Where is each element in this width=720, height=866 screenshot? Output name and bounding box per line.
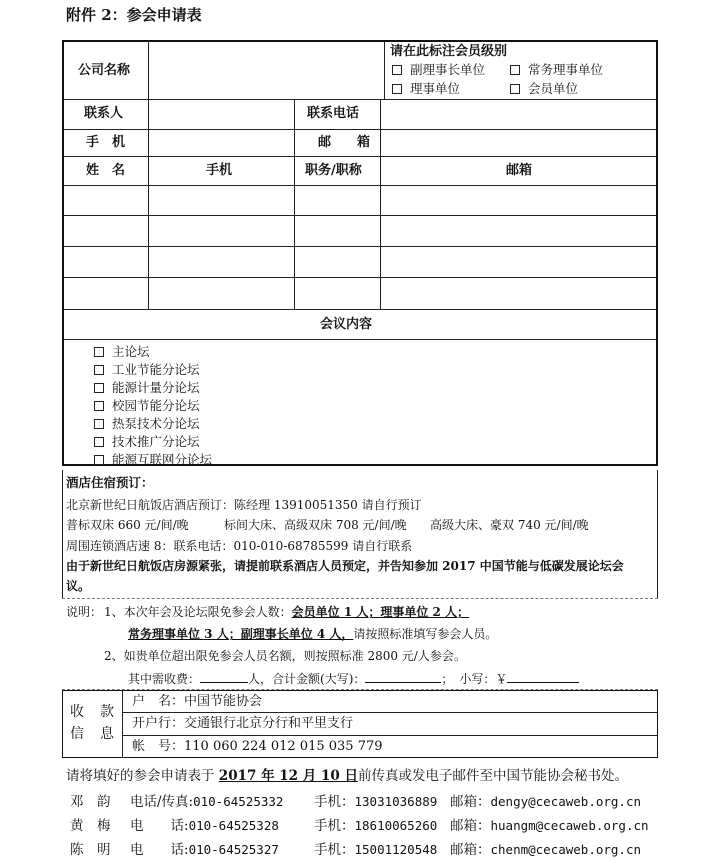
bank-row: 开户行：交通银行北京分行和平里支行 (132, 716, 354, 731)
contact-name: 陈 明 (70, 842, 111, 858)
contact-phone-label: 联系电话 (307, 106, 360, 121)
level-option-executive-director[interactable]: 常务理事单位 (510, 62, 603, 78)
room-price-standard: 普标双床 660 元/间/晚 (66, 518, 189, 532)
row-divider (63, 277, 657, 278)
contact-name: 邓 韵 (70, 794, 111, 810)
notes-item-2: 2、如贵单位超出限免参会人员名额，则按照标准 2800 元/人参会。 (104, 649, 466, 663)
mobile-label: 手 机 (86, 135, 126, 150)
hotel-note-cont: 议。 (66, 579, 91, 593)
attendee-row[interactable] (64, 217, 656, 245)
contact-phone-input[interactable] (382, 101, 656, 127)
col-divider (122, 690, 123, 758)
row-divider (63, 156, 657, 157)
page-title: 附件 2：参会申请表 (66, 6, 202, 24)
forum-option[interactable]: 能源互联网分论坛 (94, 452, 212, 468)
hotel-booking-line: 北京新世纪日航饭店酒店预订：陈经理 13910051350 请自行预订 (66, 498, 422, 512)
account-name-row: 户 名：中国节能协会 (132, 694, 263, 709)
fee-amount-words-blank[interactable] (365, 670, 441, 683)
checkbox[interactable] (510, 65, 520, 75)
account-number-row: 帐 号：110 060 224 012 015 035 779 (132, 739, 383, 754)
room-price-deluxe: 高级大床、豪双 740 元/间/晚 (430, 518, 589, 532)
email-input[interactable] (382, 131, 656, 154)
submission-instruction: 请将填好的参会申请表于 2017 年 12 月 10 日前传真或发电子邮件至中国节能协会秘书处。 (66, 768, 628, 784)
hotel-note: 由于新世纪日航饭店房源紧张，请提前联系酒店人员预定，并告知参加 2017 中国节能与低碳发展论坛会 (66, 559, 624, 573)
company-label: 公司名称 (78, 63, 131, 78)
contact-phone: 电 话:010-64525327 (130, 842, 279, 858)
checkbox[interactable] (94, 401, 104, 411)
forum-option[interactable]: 技术推广分论坛 (94, 434, 200, 450)
fee-count-blank[interactable] (200, 670, 248, 683)
level-option-member[interactable]: 会员单位 (510, 81, 578, 97)
fee-amount-number-blank[interactable] (507, 670, 579, 683)
payment-label: 收 款 (70, 704, 115, 720)
contact-mobile: 手机：15001120548 (314, 842, 438, 858)
row-divider (63, 246, 657, 247)
hotel-heading: 酒店住宿预订： (66, 475, 154, 490)
email-label: 邮 箱 (318, 135, 371, 150)
forum-option[interactable]: 主论坛 (94, 344, 150, 360)
forum-option[interactable]: 热泵技术分论坛 (94, 416, 200, 432)
contact-label: 联系人 (84, 106, 124, 121)
hotel-left-border (62, 470, 63, 598)
member-level-label: 请在此标注会员级别 (390, 44, 508, 59)
notes-item-1: 1、本次年会及论坛限免参会人数：会员单位 1 人；理事单位 2 人； (104, 605, 470, 619)
attendee-row[interactable] (64, 187, 656, 214)
hotel-right-border (657, 470, 658, 598)
row-divider (122, 712, 657, 713)
forum-option[interactable]: 校园节能分论坛 (94, 398, 200, 414)
row-divider (63, 99, 657, 100)
checkbox[interactable] (94, 365, 104, 375)
checkbox[interactable] (94, 419, 104, 429)
checkbox[interactable] (94, 455, 104, 465)
checkbox[interactable] (94, 383, 104, 393)
col-header-title: 职务/职称 (305, 163, 362, 178)
row-divider (63, 215, 657, 216)
contact-email[interactable]: 邮箱：huangm@cecaweb.org.cn (450, 818, 649, 834)
row-divider (63, 185, 657, 186)
checkbox[interactable] (94, 347, 104, 357)
contact-input[interactable] (150, 101, 292, 127)
section-divider (62, 598, 658, 599)
checkbox[interactable] (392, 84, 402, 94)
col-header-email: 邮箱 (506, 163, 533, 178)
col-header-mobile: 手机 (206, 163, 233, 178)
level-option-vice-chair[interactable]: 副理事长单位 (392, 62, 485, 78)
contact-email[interactable]: 邮箱：dengy@cecaweb.org.cn (450, 794, 642, 810)
contact-mobile: 手机：18610065260 (314, 818, 438, 834)
row-divider (122, 735, 657, 736)
contact-name: 黄 梅 (70, 818, 111, 834)
nearby-hotel-line: 周围连锁酒店速 8：联系电话：010-010-68785599 请自行联系 (66, 539, 413, 553)
checkbox[interactable] (510, 84, 520, 94)
attendee-row[interactable] (64, 279, 656, 308)
mobile-input[interactable] (150, 131, 292, 154)
forum-option[interactable]: 工业节能分论坛 (94, 362, 200, 378)
notes-label: 说明： (66, 605, 103, 619)
fee-line: 其中需收费： 人，合计金额(大写)： ； 小写：￥ (128, 670, 579, 687)
attendee-row[interactable] (64, 248, 656, 276)
company-input[interactable] (150, 42, 382, 98)
notes-item-1-cont: 常务理事单位 3 人；副理事长单位 4 人，请按照标准填写参会人员。 (128, 627, 498, 641)
level-option-director[interactable]: 理事单位 (392, 81, 460, 97)
forum-option[interactable]: 能源计量分论坛 (94, 380, 200, 396)
contact-phone: 电话/传真:010-64525332 (130, 794, 284, 810)
payment-label: 信 息 (70, 726, 115, 742)
col-divider (384, 41, 385, 99)
checkbox[interactable] (94, 437, 104, 447)
checkbox[interactable] (392, 65, 402, 75)
col-header-name: 姓 名 (86, 163, 126, 178)
contact-email[interactable]: 邮箱：chenm@cecaweb.org.cn (450, 842, 642, 858)
row-divider (63, 339, 657, 340)
contact-mobile: 手机：13031036889 (314, 794, 438, 810)
meeting-content-label: 会议内容 (320, 317, 373, 332)
row-divider (63, 129, 657, 130)
contact-phone: 电 话:010-64525328 (130, 818, 279, 834)
room-price-king: 标间大床、高级双床 708 元/间/晚 (224, 518, 407, 532)
row-divider (63, 309, 657, 310)
